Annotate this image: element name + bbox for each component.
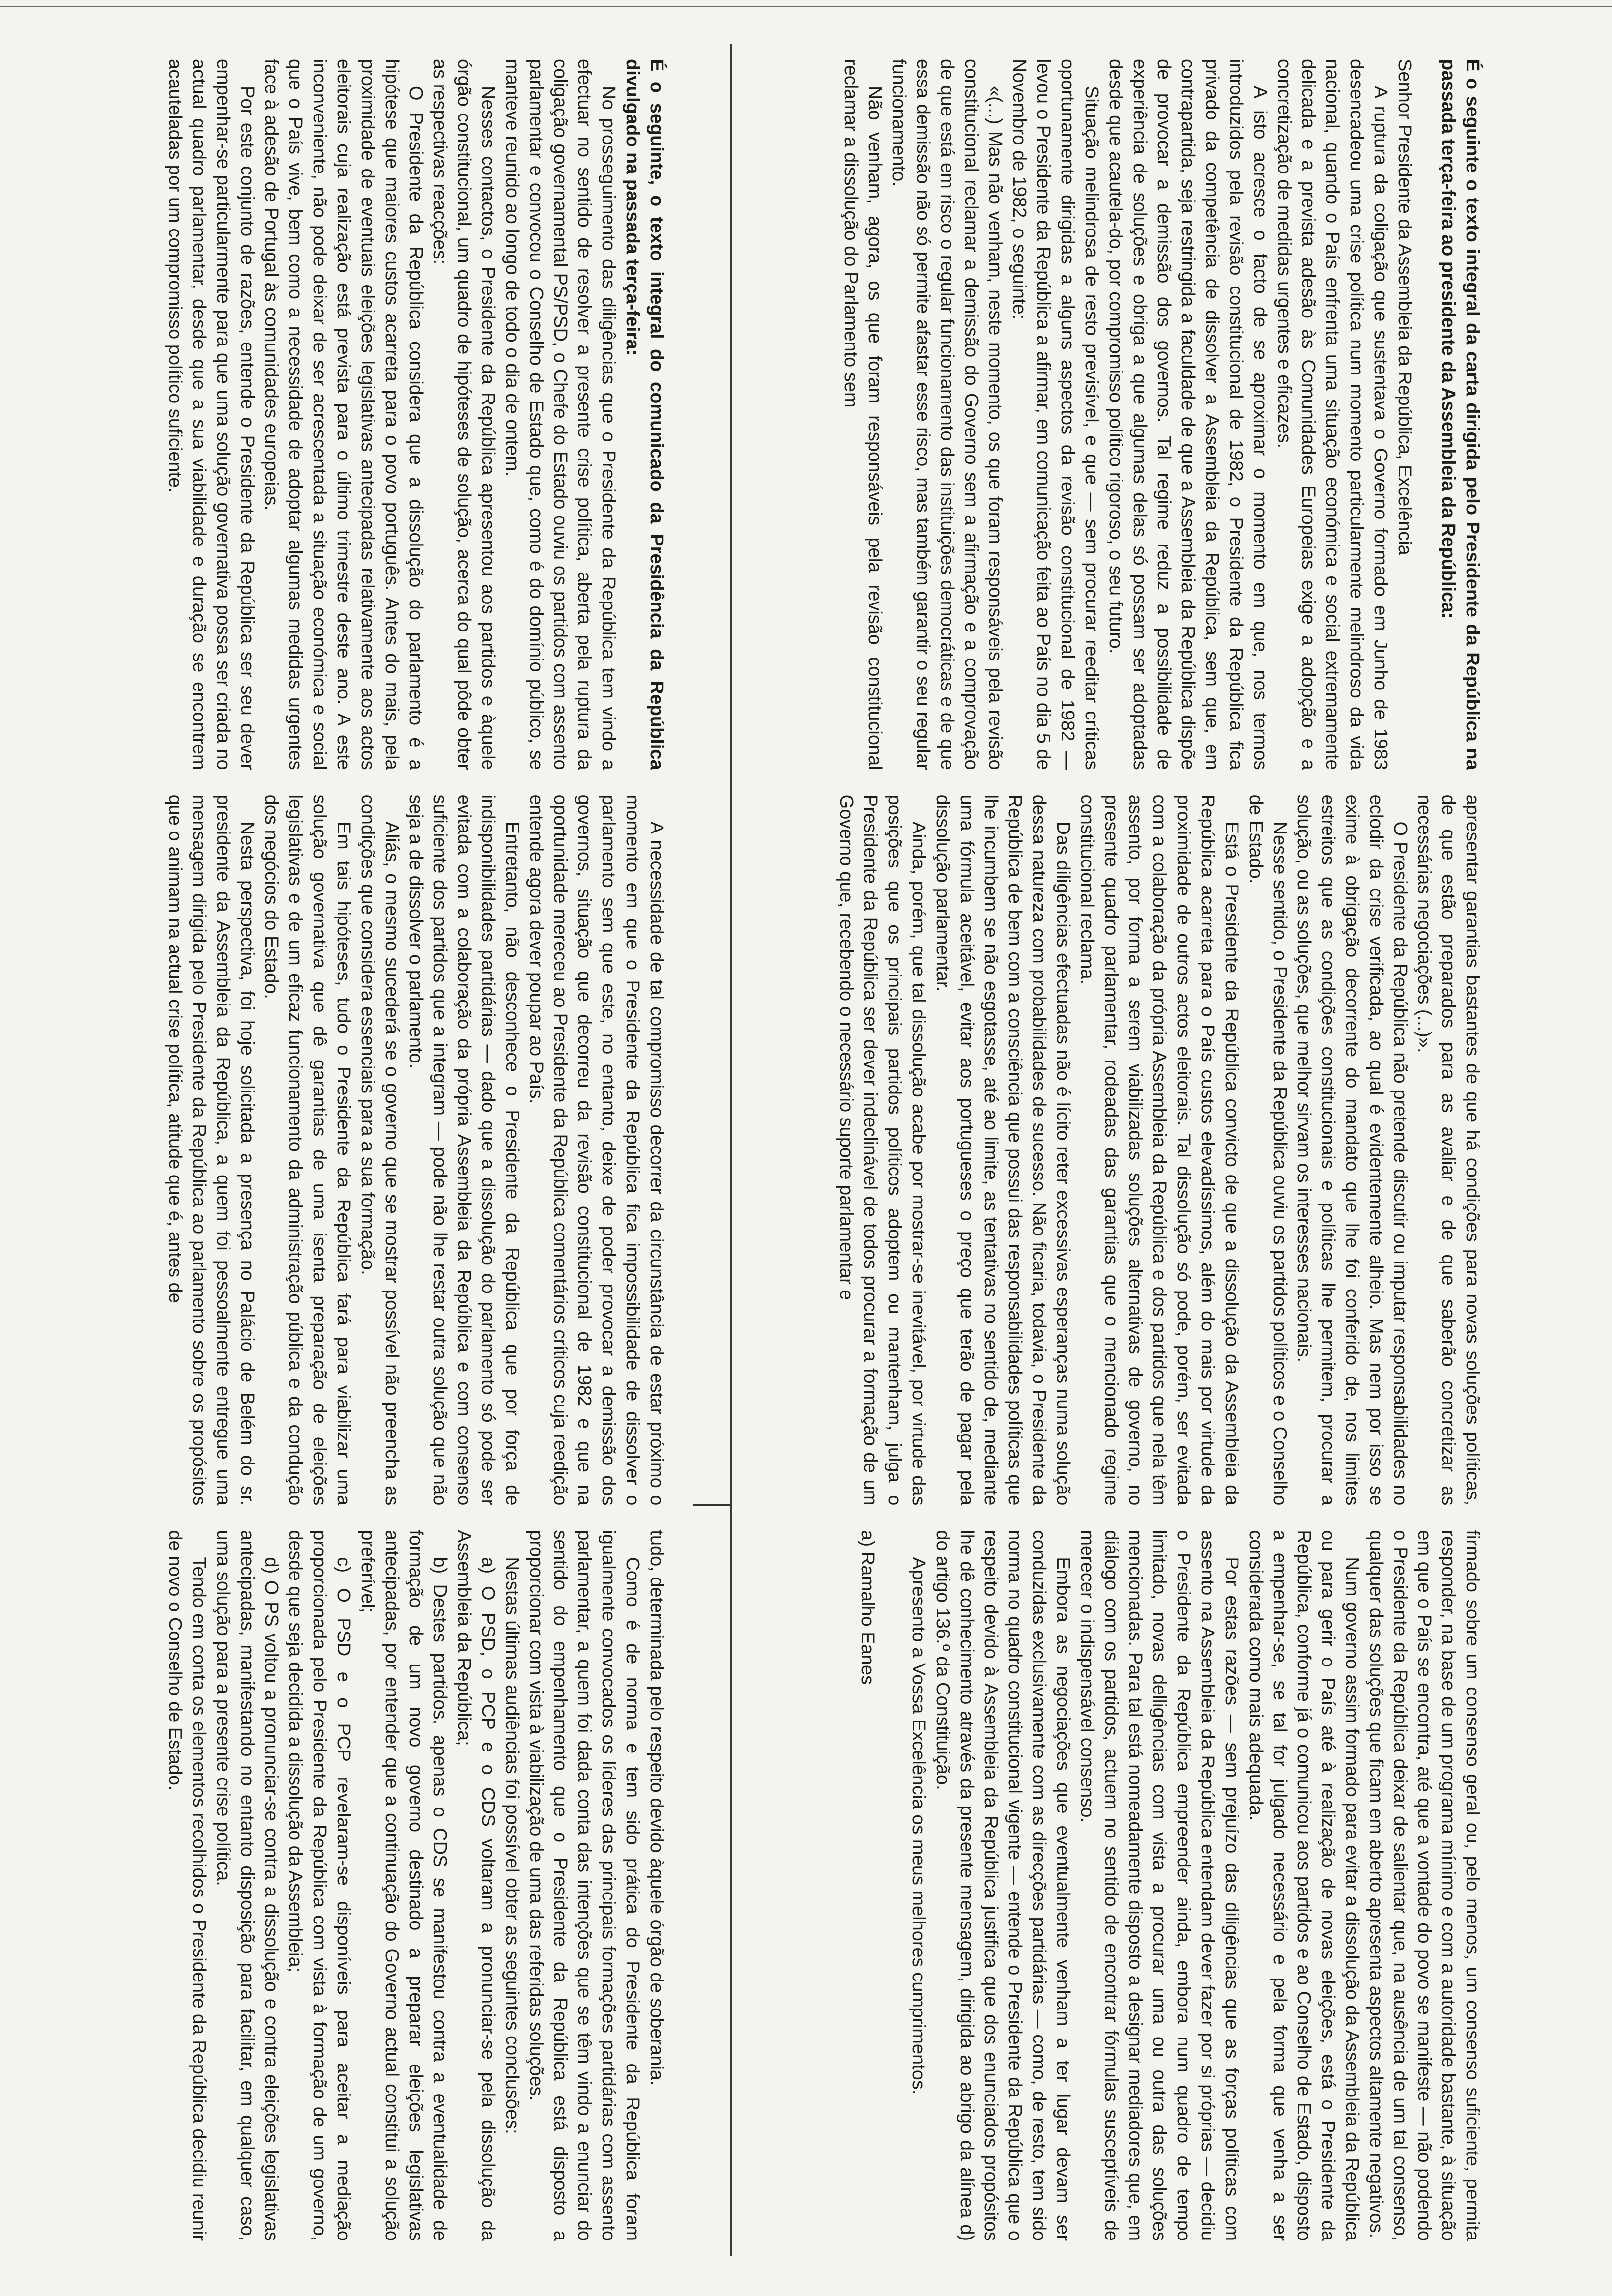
paragraph: O Presidente da República não pretende discutir ou imputar responsabilidades no eclodir da crise verificada, ao qual é evidentemente alheio. Mas nem por isso se exime à obrigação decorrente do mandato que lhe foi conferido de, nos limites estreitos que as condições constitucionais e políticas lhe permitem, procurar a solução, ou as soluções, que melhor sirvam os interesses nacionais. <box>1293 794 1410 1506</box>
paragraph: Das diligências efectuadas não é lícito reter excessivas esperanças numa solução dessa natureza com probabilidades de sucesso. Não ficaria, todavia, o Presidente da República de bem com a consciência que possui das responsabilidades políticas que lhe incumbem se não esgotasse, até ao limite, as tentativas no sentido de, mediante uma fórmula aceitável, evitar aos portugueses o preço que terão de pagar pela dissolução parlamentar. <box>932 794 1073 1506</box>
paragraph: Entretanto, não desconhece o Presidente da República que por força de indisponibilidades partidárias — dado que a dissolução do parlamento só pode ser evitada com a colaboração da própria Assembleia da República e com consenso suficiente dos partidos que a integram — pode não lhe restar outra solução que não seja a de dissolver o parlamento. <box>405 794 522 1506</box>
paragraph: Como é de norma e tem sido prática do Presidente da República foram igualmente convocados os líderes das principais formações partidárias com assento parlamentar, a quem foi dada conta das intenções que se têm vindo a enunciar do sentido do empenhamento que o Presidente da República está disposto a proporcionar com vista à viabilização de uma das referidas soluções. <box>525 1530 643 2241</box>
paragraph: a) Ramalho Eanes <box>857 1530 878 1685</box>
communique-article <box>29 59 668 2241</box>
letter-column-3 <box>850 1530 1484 2241</box>
paragraph: «(...) Mas não venham, neste momento, os que foram responsáveis pela revisão constitucional reclamar a demissão do Governo sem a afirmação e a comprovação de que está em risco o regular funcionamento das instituições democráticas e de que essa demissão não só permite afastar esse risco, mas também garantir o seu regular funcionamento. <box>888 59 1006 770</box>
paragraph: É o seguinte o texto integral da carta dirigida pelo Presidente da República na passada terça-feira ao presidente da Assembleia da República: <box>1438 59 1483 770</box>
paragraph: tudo, determinada pelo respeito devido àquele órgão de soberania. <box>646 1530 667 2086</box>
paragraph: firmado sobre um consenso geral ou, pelo menos, um consenso suficiente, permita responder, na base de um programa mínimo e com a autoridade bastante, à situação em que o País se encontra, até que a vontade do povo se manifeste — não podendo o Presidente da República deixar de salientar que, na ausência de um tal consenso, qualquer das soluções que ficam em aberto apresenta aspectos altamente negativos. <box>1365 1530 1483 2241</box>
paragraph: No prosseguimento das diligências que o Presidente da República tem vindo a efectuar no sentido de resolver a presente crise política, aberta pela ruptura da coligação governamental PS/PSD, o Chefe do Estado ouviu os partidos com assento parlamentar e convocou o Conselho de Estado que, como é do domínio público, se manteve reunido ao longo de todo o dia de ontem. <box>501 59 619 770</box>
communique-column-2 <box>29 795 668 1506</box>
paragraph: Nesses contactos, o Presidente da República apresentou aos partidos e àquele órgão constitucional, um quadro de hipóteses de solução, acerca do qual pôde obter as respectivas reacções: <box>429 59 498 770</box>
paragraph: a) O PSD, o PCP e o CDS voltaram a pronunciar-se pela dissolução da Assembleia da República; <box>453 1530 498 2241</box>
letter-column-2 <box>835 794 1484 1506</box>
paragraph: Num governo assim formado para evitar a dissolução da Assembleia da República ou para gerir o País até à realização de novas eleições, está o Presidente da República, conforme já o comunicou aos partidos e ao Conselho de Estado, disposto a empenhar-se, se tal for julgado necessário e pela forma que venha a ser considerada como mais adequada. <box>1245 1530 1362 2241</box>
paragraph: b) Destes partidos, apenas o CDS se manifestou contra a eventualidade de formação de um novo governo destinado a preparar eleições legislativas antecipadas, por entender que a continuação do Governo actual constitui a solução preferível; <box>357 1530 450 2241</box>
article-divider <box>730 44 732 2256</box>
paragraph: O Presidente da República considera que a dissolução do parlamento é a hipótese que maiores custos acarreta para o povo português. Antes do mais, pela proximidade de eventuais eleições legislativas antecipadas relativamente aos actos eleitorais cuja realização está prevista para o último trimestre deste ano. A este inconveniente, não pode deixar de ser acrescentada a situação económica e social que o País vive, bem como a necessidade de adoptar algumas medidas urgentes face à adesão de Portugal às comunidades europeias. <box>260 59 426 770</box>
paragraph: Senhor Presidente da Assembleia da República, Excelência <box>1394 59 1415 555</box>
paragraph: É o seguinte, o texto integral do comunicado da Presidência da República divulgado na passada terça-feira: <box>622 59 667 770</box>
paragraph: c) O PSD e o PCP revelaram-se disponíveis para aceitar a mediação proporcionada pelo Presidente da República com vista à formação de um governo, desde que seja decidida a dissolução da Assembleia; <box>285 1530 354 2241</box>
paragraph: A isto acresce o facto de se aproximar o momento em que, nos termos introduzidos pela revisão constitucional de 1982, o Presidente da República fica privado da competência de dissolver a Assembleia da República, sem que, em contrapartida, seja restringida a faculdade de que a Assembleia da República dispõe de provocar a demissão dos governos. Tal regime reduz a possibilidade de experiência de soluções e obriga a que algumas delas só possam ser adoptadas desde que acautela-do, por compromisso político rigoroso, o seu futuro. <box>1105 59 1270 770</box>
paragraph: Nestas últimas audiências foi possível obter as seguintes conclusões: <box>501 1557 522 2134</box>
paragraph: apresentar garantias bastantes de que há condições para novas soluções políticas, de que estão preparados para as avaliar e de que saberão concretizar as necessárias negociações (...)». <box>1413 794 1483 1506</box>
paragraph: Em tais hipóteses, tudo o Presidente da República fará para viabilizar uma solução governativa que dê garantias de uma isenta preparação de eleições legislativas e de um eficaz funcionamento da administração pública e da condução dos negócios do Estado. <box>260 794 354 1506</box>
letter-article <box>835 59 1484 2241</box>
paragraph: Não venham, agora, os que foram responsáveis pela revisão constitucional reclamar a dissolução do Parlamento sem <box>840 59 885 770</box>
paragraph: Está o Presidente da República convicto de que a dissolução da Assembleia da República acarreta para o País custos elevadíssimos, além do mais por virtude da proximidade de outros actos eleitorais. Tal dissolução só pode, porém, ser evitada com a colaboração da própria Assembleia da República e dos partidos que nela têm assento, por forma a serem viabilizadas soluções alternativas de governo, no presente quadro parlamentar, rodeadas das garantias que o mencionado regime constitucional reclama. <box>1076 794 1242 1506</box>
paragraph: Aliás, o mesmo sucederá se o governo que se mostrar possível não preencha as condições que considera essenciais para a sua formação. <box>357 794 402 1506</box>
paragraph: d) O PS voltou a pronunciar-se contra a dissolução e contra eleições legislativas antecipadas, manifestando no entanto disposição para facilitar, em qualquer caso, uma solução para a presente crise política. <box>212 1530 282 2241</box>
paragraph: Embora as negociações que eventualmente venham a ter lugar devam ser conduzidas exclusivamente com as direcções partidárias — como, de resto, tem sido norma no quadro constitucional vigente — entende o Presidente da República que o respeito devido à Assembleia da República justifica que dos enunciados propósitos lhe dê conhecimento através da presente mensagem, dirigida ao abrigo da alínea d) do artigo 136.º da Constituição. <box>932 1530 1073 2241</box>
paragraph: Ainda, porém, que tal dissolução acabe por mostrar-se inevitável, por virtude das posições que os principais partidos políticos adoptem ou mantenham, julga o Presidente da República ser dever indeclinável de todos procurar a formação de um Governo que, recebendo o necessário suporte parlamentar e <box>835 794 929 1506</box>
letter-column-1 <box>840 59 1484 770</box>
paragraph: Nesse sentido, o Presidente da República ouviu os partidos políticos e o Conselho de Estado. <box>1245 794 1290 1506</box>
communique-column-1 <box>29 59 668 770</box>
paragraph: Tendo em conta os elementos recolhidos o Presidente da República decidiu reunir de novo o Conselho de Estado. <box>164 1530 209 2241</box>
paragraph: Apresento a Vossa Excelência os meus melhores cumprimentos. <box>908 1557 929 2095</box>
paragraph: Por estas razões — sem prejuízo das diligências que as forças políticas com assento na Assembleia da República entendam dever fazer por si próprias — decidiu o Presidente da República empreender ainda, embora num quadro de tempo limitado, novas delligências com vista a procurar uma ou outra das soluções mencionadas. Para tal está nomeadamente disposto a designar mediadores que, em diálogo com os partidos, actuem no sentido de encontrar fórmulas susceptíveis de merecer o indispensável consenso. <box>1076 1530 1242 2241</box>
paragraph: Por este conjunto de razões, entende o Presidente da República ser seu dever empenhar-se particularmente para que uma solução governativa possa ser criada no actual quadro parlamentar, desde que a sua viabilidade e duração se encontrem acauteladas por um compromisso político suficiente. <box>164 59 258 770</box>
divider-tick <box>693 1504 732 1506</box>
communique-column-3 <box>29 1530 668 2241</box>
paragraph: A ruptura da coligação que sustentava o Governo formado em Junho de 1983 desencadeou uma crise política num momento particularmente melindroso da vida nacional, quando o País enfrenta uma situação económica e social extremamente delicada e a prevista adesão às Comunidades Europeias exige a adopção e a concretização de medidas urgentes e eficazes. <box>1273 59 1391 770</box>
paragraph: Nesta perspectiva, foi hoje solicitada a presença no Palácio de Belém do sr. presidente da Assembleia da República, a quem foi pessoalmente entregue uma mensagem dirigida pelo Presidente da República ao parlamento sobre os propósitos que o animam na actual crise política, atitude que é, antes de <box>164 794 258 1506</box>
paragraph: A necessidade de tal compromisso decorrer da circunstância de estar próximo o momento em que o Presidente da República fica impossibilidade de dissolver o parlamento sem que este, no entanto, deixe de poder provocar a demissão dos governos, situação que decorreu da revisão constitucional de 1982 e que na oportunidade mereceu ao Presidente da República comentários críticos cuja reedição entende agora dever poupar ao País. <box>525 794 667 1506</box>
paragraph: Situação melindrosa de resto previsível, e que — sem procurar reeditar críticas oportunamente dirigidas a alguns aspectos da revisão constitucional de 1982 — levou o Presidente da República a afirmar, em comunicação feita ao País no dia 5 de Novembro de 1982, o seguinte: <box>1008 59 1102 770</box>
